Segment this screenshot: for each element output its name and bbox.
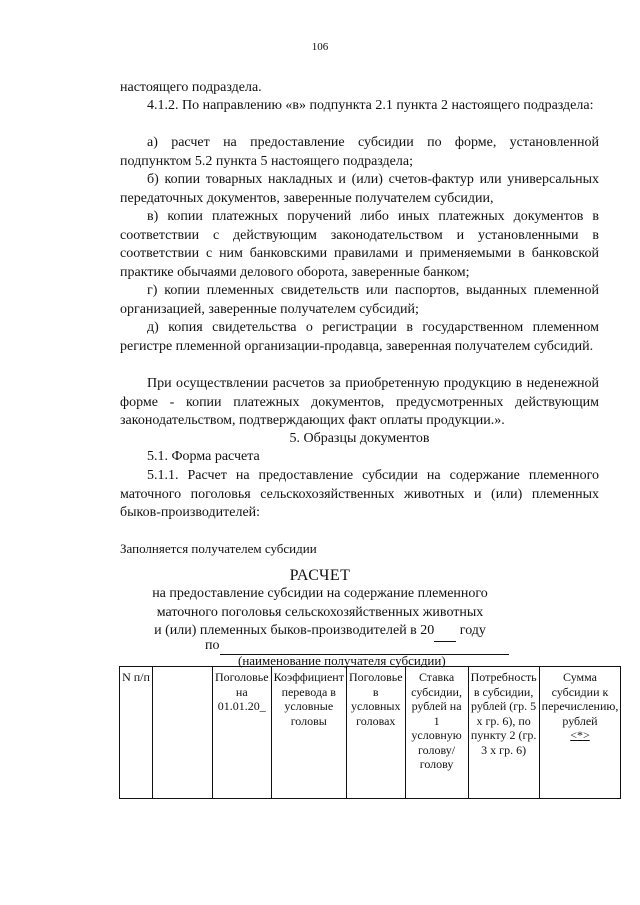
page-number: 106 — [311, 41, 329, 53]
col-amount-label: Сумма субсидии к перечислению, рублей — [541, 670, 619, 728]
filled-by-note: Заполняется получателем субсидии — [120, 541, 317, 556]
form-subheading: 5.1. Форма расчета — [147, 449, 260, 464]
item-a: а) расчет на предоставление субсидии по форме, установленной подпунктом 5.2 пункта 5 настоящего подраздела; — [120, 135, 599, 169]
recipient-caption: (наименование получателя субсидии) — [238, 653, 446, 668]
item-v: в) копии платежных поручений либо иных платежных документов в соответствии с действующим законодательством и установленными в соответствии с ним банковскими правилами и применяемыми в банковской практике обычаями делового оборота, заверенные банком; — [120, 209, 599, 280]
col-amount-footnote: <*> — [570, 728, 590, 742]
form-subtitle-line-2: маточного поголовья сельскохозяйственных животных — [156, 604, 484, 620]
form-subtitle-line-1: на предоставление субсидии на содержание племенного — [152, 586, 488, 601]
payment-note: При осуществлении расчетов за приобретенную продукцию в неденежной форме - копии платежных документов, предусмотренных действующим законодательством, подтверждающих факт оплаты продукции.». — [120, 376, 599, 429]
item-b: б) копии товарных накладных и (или) счетов-фактур или универсальных передаточных документов, заверенные получателем субсидии, — [120, 172, 599, 206]
item-g: г) копии племенных свидетельств или паспортов, выданных племенной организацией, заверенные получателем субсидий; — [120, 283, 599, 317]
clause-5-1-1: 5.1.1. Расчет на предоставление субсидии на содержание племенного маточного поголовья сельскохозяйственных животных и (или) племенных быков-производителей: — [120, 468, 599, 521]
col-need-header: Потребность в субсидии, рублей (гр. 5 х гр. 6), по пункту 2 (гр. 3 х гр. 6) — [468, 667, 539, 799]
table-header-row — [120, 667, 621, 799]
form-subtitle-line-3a: и (или) племенных быков-производителей в 20 — [154, 623, 435, 639]
paragraph-continuation: настоящего подраздела. — [120, 80, 262, 95]
po-label: по — [205, 638, 220, 653]
col-livestock-header: Поголовье на 01.01.20_ — [213, 667, 272, 799]
section-heading: 5. Образцы документов — [289, 431, 430, 446]
col-name-header — [153, 667, 213, 799]
form-title: РАСЧЕТ — [289, 567, 351, 584]
form-subtitle-line-3b: году — [459, 623, 486, 639]
col-number-header: N п/п — [120, 667, 153, 799]
col-rate-header: Ставка субсидии, рублей на 1 условную голову/голову — [405, 667, 468, 799]
col-amount-header — [539, 667, 621, 799]
form-subtitle — [0, 585, 640, 642]
col-conditional-heads-header: Поголовье в условных головах — [346, 667, 405, 799]
calculation-table — [119, 666, 621, 799]
item-d: д) копия свидетельства о регистрации в государственном племенном регистре племенной организации-продавца, заверенная получателем субсидий. — [120, 320, 599, 354]
clause-4-1-2: 4.1.2. По направлению «в» подпункта 2.1 пункта 2 настоящего подраздела: — [147, 98, 594, 113]
col-coefficient-header: Коэффициент перевода в условные головы — [271, 667, 346, 799]
